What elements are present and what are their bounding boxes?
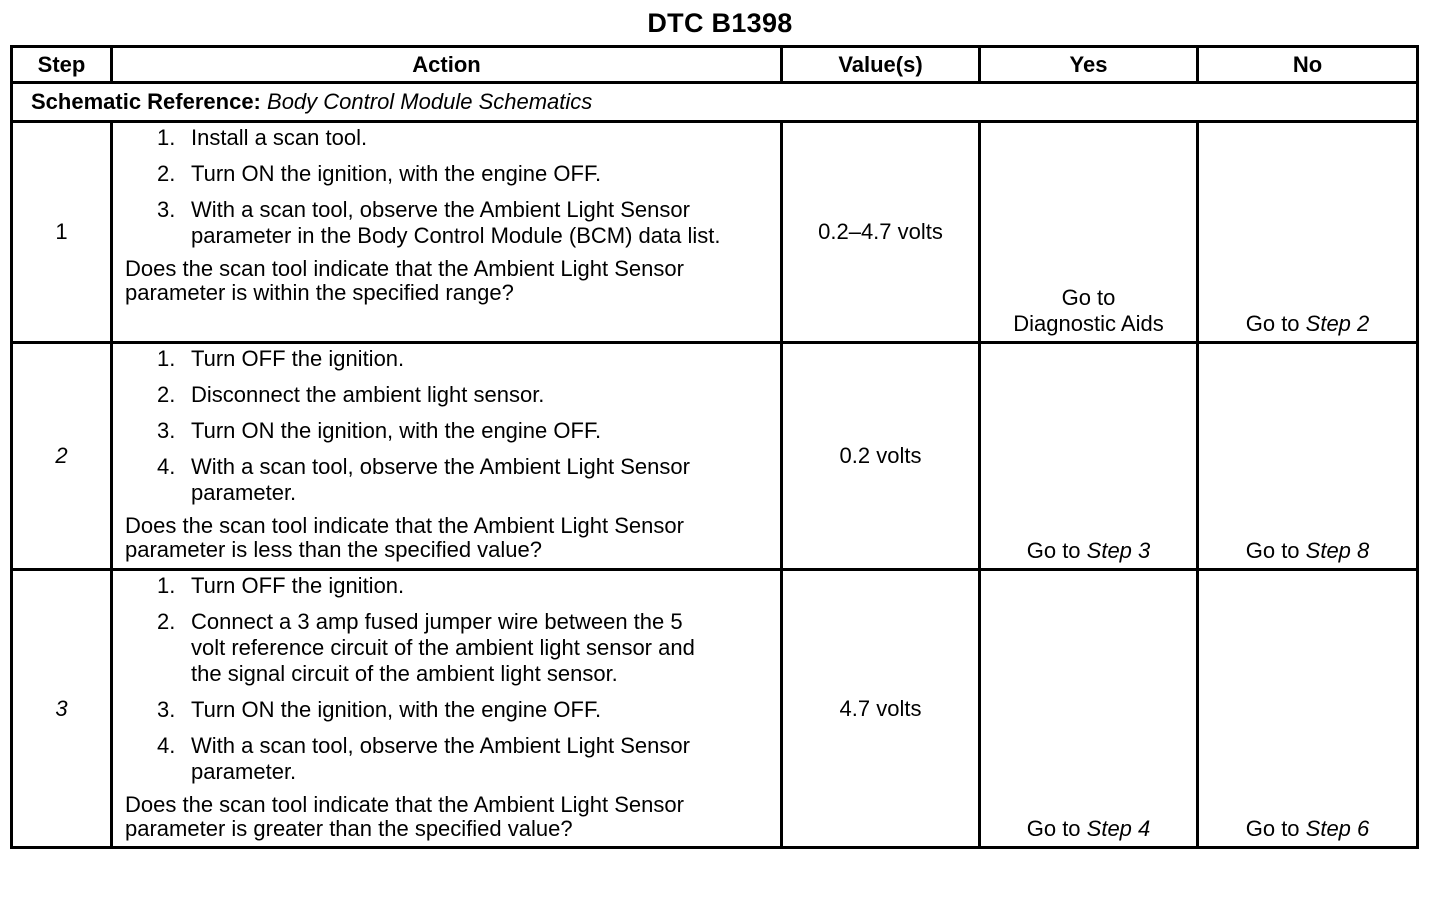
table-row (12, 570, 1418, 848)
no-cell (1198, 570, 1418, 848)
no-result-step-link: Step 8 (1305, 538, 1370, 563)
action-item: 3. Turn ON the ignition, with the engine OFF. (157, 418, 602, 443)
column-header-no: No (1198, 47, 1418, 83)
yes-result-step-link: Step 4 (1086, 816, 1151, 841)
column-header-action: Action (112, 47, 782, 83)
step-number: 3 (12, 570, 112, 848)
column-header-values: Value(s) (782, 47, 980, 83)
column-header-step: Step (12, 47, 112, 83)
yes-cell (980, 343, 1198, 570)
no-cell (1198, 122, 1418, 343)
schematic-link: Body Control Module Schematics (267, 89, 593, 114)
action-cell (112, 570, 782, 848)
value-cell: 0.2–4.7 volts (782, 122, 980, 343)
action-item: 2. Turn ON the ignition, with the engine OFF. (157, 161, 602, 186)
yes-result-line1: Go to (1061, 285, 1116, 310)
action-list (125, 125, 770, 249)
step-number: 2 (12, 343, 112, 570)
no-result-prefix: Go to (1245, 538, 1306, 563)
schematic-row (12, 83, 1418, 122)
no-result-step-link: Step 6 (1305, 816, 1370, 841)
action-item: 1. Turn OFF the ignition. (157, 573, 405, 598)
page-title: DTC B1398 (647, 8, 793, 38)
no-result-step-link: Step 2 (1305, 311, 1370, 336)
action-item: 4. With a scan tool, observe the Ambient Light Sensor parameter. (157, 733, 690, 784)
step-number: 1 (12, 122, 112, 343)
header-row (12, 47, 1418, 83)
action-item: 3. Turn ON the ignition, with the engine OFF. (157, 697, 602, 722)
action-question: Does the scan tool indicate that the Ambient Light Sensor parameter is less than the specified value? (125, 513, 684, 562)
value-cell: 4.7 volts (782, 570, 980, 848)
yes-result-line2: Diagnostic Aids (1013, 311, 1164, 336)
no-result-prefix: Go to (1245, 816, 1306, 841)
column-header-yes: Yes (980, 47, 1198, 83)
yes-result-prefix: Go to (1026, 538, 1087, 563)
action-item: 1. Turn OFF the ignition. (157, 346, 405, 371)
value-cell: 0.2 volts (782, 343, 980, 570)
action-list (125, 346, 770, 506)
action-item: 2. Connect a 3 amp fused jumper wire between the 5 volt reference circuit of the ambient light sensor and the signal circuit of the ambient light sensor. (157, 609, 695, 686)
table-row (12, 343, 1418, 570)
action-list (125, 573, 770, 785)
action-item: 2. Disconnect the ambient light sensor. (157, 382, 545, 407)
schematic-label: Schematic Reference: (31, 89, 261, 114)
action-cell (112, 343, 782, 570)
schematic-reference (12, 83, 1418, 122)
diagnostic-table (10, 45, 1419, 849)
no-cell (1198, 343, 1418, 570)
yes-result-prefix: Go to (1026, 816, 1087, 841)
action-question: Does the scan tool indicate that the Ambient Light Sensor parameter is within the specified range? (125, 256, 684, 305)
action-cell (112, 122, 782, 343)
action-item: 3. With a scan tool, observe the Ambient Light Sensor parameter in the Body Control Module (BCM) data list. (157, 197, 721, 248)
table-row (12, 122, 1418, 343)
yes-result-step-link: Step 3 (1086, 538, 1151, 563)
action-question: Does the scan tool indicate that the Ambient Light Sensor parameter is greater than the specified value? (125, 792, 684, 841)
no-result-prefix: Go to (1245, 311, 1306, 336)
yes-cell (980, 122, 1198, 343)
action-item: 1. Install a scan tool. (157, 125, 368, 150)
action-item: 4. With a scan tool, observe the Ambient Light Sensor parameter. (157, 454, 690, 505)
yes-cell (980, 570, 1198, 848)
